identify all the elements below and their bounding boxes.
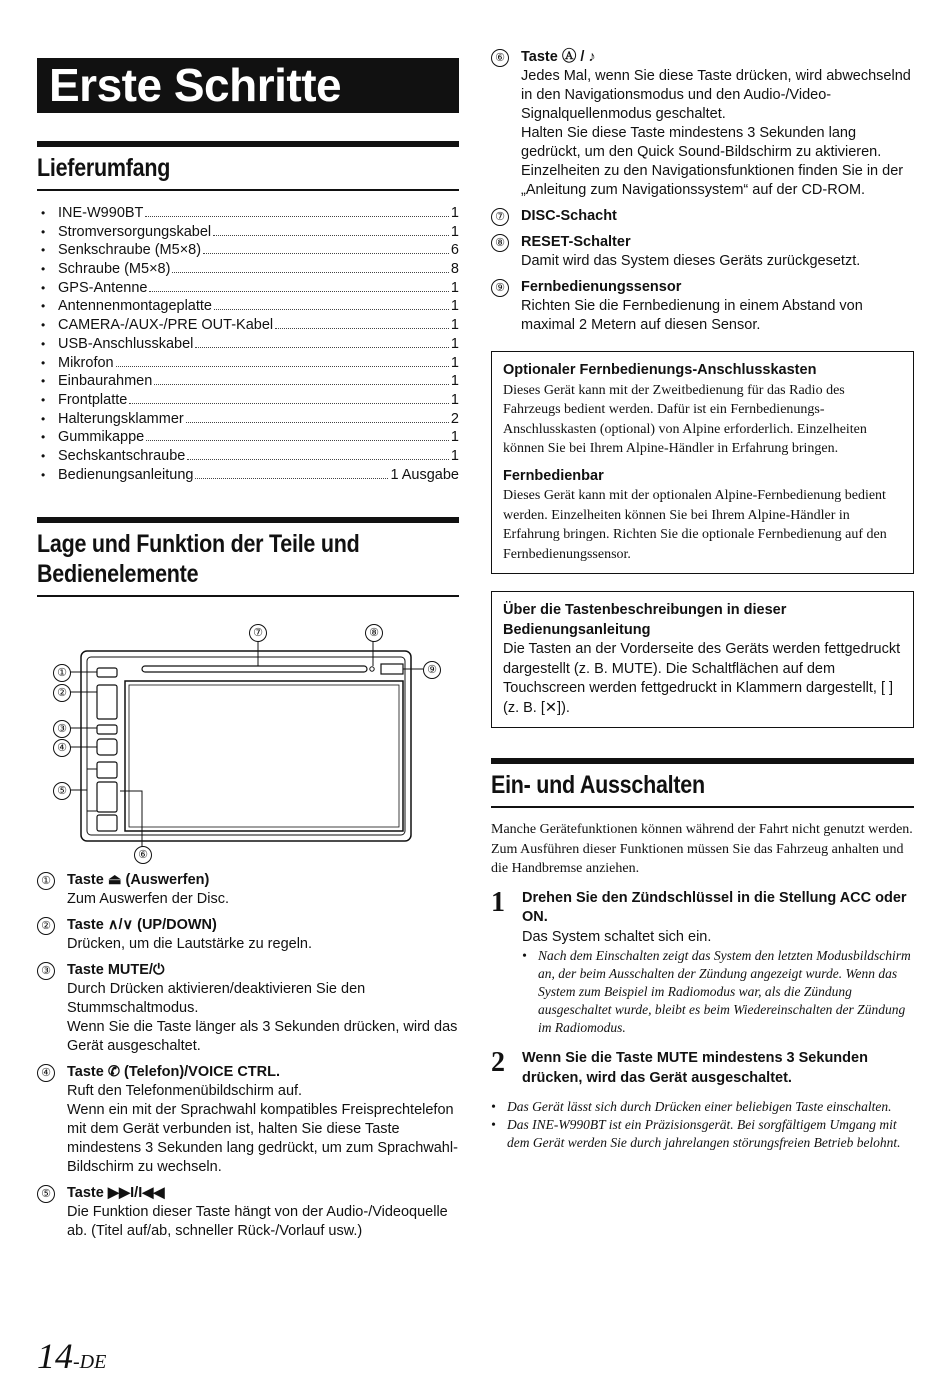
bullet: • (41, 262, 46, 277)
step-2-title: Wenn Sie die Taste MUTE mindestens 3 Sekunden drücken, wird das Gerät ausgeschaltet. (522, 1050, 868, 1086)
optional-remote-box (491, 351, 914, 574)
box-title-buttons: Über die Tastenbeschreibungen in dieser Bedienungsanleitung (503, 602, 787, 638)
contents-item (37, 317, 459, 336)
contents-item (37, 261, 459, 280)
contents-item-qty: 1 (450, 373, 459, 390)
step-2 (491, 1049, 914, 1088)
diagram-label-7: ⑦ (249, 624, 267, 642)
contents-item-name: GPS-Antenne (58, 279, 148, 296)
box-text-remote-adapter: Dieses Gerät kann mit der Zweitbedienung für das Radio des Fahrzeugs bedient werden. Dafür ist ein Fernbedienungs-Anschlusskasten (optional) von Alpine erforderlich. Einzelheiten können Sie bei Ihrem Alpine-Händler in Erfahrung bringen. (503, 382, 867, 456)
parts-list-left (37, 871, 459, 1241)
right-column (491, 48, 914, 1152)
bullet: • (41, 299, 46, 314)
contents-item (37, 373, 459, 392)
bullet: • (41, 430, 46, 445)
contents-item-name: USB-Anschlusskabel (58, 335, 194, 352)
contents-item (37, 411, 459, 430)
contents-item (37, 242, 459, 261)
dot-leader (275, 328, 449, 329)
dot-leader (186, 422, 449, 423)
step-1-note: • Nach dem Einschalten zeigt das System den letzten Modusbildschirm an, der beim Ausschalten der Zündung angezeigt wurde. Wenn das System zum Beispiel im Radiomodus war, als die Zündung ausgeschaltet wurde, bleibt es beim Wiedereinschalten der Zündung im Radiomodus. (522, 948, 911, 1035)
part-title: Taste ▶▶I/I◀◀ (67, 1185, 165, 1202)
bullet: • (41, 467, 46, 482)
part-description: Wenn ein mit der Sprachwahl kompatibles Freisprechtelefon mit dem Gerät verbunden ist, halten Sie diese Taste mindestens 3 Sekunden lang gedrückt, um zum Sprachwahl-Bildschirm zu wechseln. (67, 1102, 458, 1176)
dot-leader (116, 366, 449, 367)
contents-list (37, 205, 459, 485)
bullet: • (41, 392, 46, 407)
part-description: Jedes Mal, wenn Sie diese Taste drücken, wird abwechselnd in den Navigationsmodus und den Audio-/Video-Signalquellenmodus geschaltet. (521, 68, 911, 122)
section-heading-contents: Lieferumfang (37, 141, 459, 191)
dot-leader (195, 478, 388, 479)
part-item (37, 871, 459, 909)
page-number: 14-DE (37, 1336, 107, 1376)
box-text-remote: Dieses Gerät kann mit der optionalen Alpine-Fernbedienung bedient werden. Einzelheiten können Sie bei Ihrem Alpine-Händler in Erfahrung bringen. Richten Sie die optionale Fernbedienung auf den Fernbedienungssensor. (503, 488, 887, 562)
contents-item-qty: 6 (450, 242, 459, 259)
part-title: Taste ⏏ (Auswerfen) (67, 872, 210, 889)
part-description: Durch Drücken aktivieren/deaktivieren Sie den Stummschaltmodus. (67, 981, 366, 1017)
box-title-remote: Fernbedienbar (503, 467, 604, 484)
contents-item-name: Einbaurahmen (58, 373, 153, 390)
part-description: Zum Auswerfen der Disc. (67, 891, 229, 908)
contents-item-qty: 1 (450, 429, 459, 446)
diagram-label-6: ⑥ (134, 846, 152, 864)
part-number: ⑦ (491, 208, 509, 226)
box-text-buttons: Die Tasten an der Vorderseite des Geräts werden fettgedruckt dargestellt (z. B. MUTE). Die Schaltflächen auf dem Touchscreen werden fettgedruckt in Klammern dargestellt, [ ] (z. B. [✕]). (503, 641, 901, 716)
contents-item (37, 467, 459, 486)
part-description: Die Funktion dieser Taste hängt von der Audio-/Videoquelle ab. (Titel auf/ab, schneller Rück-/Vorlauf usw.) (67, 1204, 448, 1240)
part-title: Taste Ⓐ / ♪ (521, 49, 596, 65)
contents-item-qty: 1 (450, 279, 459, 296)
contents-item-qty: 1 (450, 205, 459, 221)
contents-item-name: Gummikappe (58, 429, 145, 446)
note-item: • Das INE-W990BT ist ein Präzisionsgerät. Bei sorgfältigem Umgang mit dem Gerät werden Sie durch jahrelangen störungsfreien Betrieb belohnt. (491, 1116, 914, 1152)
diagram-label-9: ⑨ (423, 661, 441, 679)
part-item (37, 916, 459, 954)
dot-leader (195, 347, 449, 348)
part-item (37, 1184, 459, 1241)
contents-item-qty: 1 (450, 391, 459, 408)
part-number: ⑨ (491, 279, 509, 297)
bullet: • (41, 280, 46, 295)
dot-leader (172, 272, 448, 273)
part-item (491, 207, 914, 226)
part-item (37, 961, 459, 1056)
power-intro: Manche Gerätefunktionen können während der Fahrt nicht genutzt werden. Zum Ausführen dieser Funktionen müssen Sie das Fahrzeug anhalten und die Handbremse anziehen. (491, 822, 913, 876)
diagram-label-3: ③ (53, 720, 71, 738)
contents-item (37, 280, 459, 299)
diagram-label-2: ② (53, 684, 71, 702)
power-notes (491, 1098, 914, 1152)
diagram-label-4: ④ (53, 739, 71, 757)
bullet: • (41, 411, 46, 426)
page-title: Erste Schritte (37, 58, 459, 113)
dot-leader (203, 253, 449, 254)
part-number: ⑤ (37, 1185, 55, 1203)
contents-item (37, 429, 459, 448)
button-description-box (491, 591, 914, 728)
bullet: • (41, 224, 46, 239)
part-description: Halten Sie diese Taste mindestens 3 Sekunden lang gedrückt, um den Quick Sound-Bildschirm zu aktivieren. Einzelheiten zu den Navigationsfunktionen finden Sie in der „Anleitung zum Navigationssystem“ auf der CD-ROM. (521, 125, 904, 198)
contents-item (37, 392, 459, 411)
dot-leader (145, 216, 449, 217)
box-title-remote-adapter: Optionaler Fernbedienungs-Anschlusskasten (503, 362, 817, 378)
contents-item-name: Mikrofon (58, 354, 114, 371)
part-description: Wenn Sie die Taste länger als 3 Sekunden drücken, wird das Gerät ausgeschaltet. (67, 1019, 458, 1055)
contents-item-qty: 1 (450, 223, 459, 240)
contents-item-name: Senkschraube (M5×8) (58, 242, 202, 259)
contents-item-name: Sechskantschraube (58, 447, 186, 464)
part-item (491, 278, 914, 335)
diagram-label-8: ⑧ (365, 624, 383, 642)
dot-leader (214, 309, 449, 310)
contents-item-name: Stromversorgungskabel (58, 223, 212, 240)
contents-item-name: Antennenmontageplatte (58, 298, 212, 315)
contents-item-name: Frontplatte (58, 391, 128, 408)
bullet: • (41, 355, 46, 370)
contents-item-qty: 1 (450, 447, 459, 464)
note-item: • Das Gerät lässt sich durch Drücken einer beliebigen Taste einschalten. (491, 1099, 892, 1114)
note-text: Das Gerät lässt sich durch Drücken einer beliebigen Taste einschalten. (507, 1099, 892, 1114)
part-description: Damit wird das System dieses Geräts zurückgesetzt. (521, 253, 861, 269)
contents-item-qty: 8 (450, 261, 459, 278)
left-column (37, 58, 459, 1248)
contents-item (37, 298, 459, 317)
part-number: ⑧ (491, 234, 509, 252)
contents-item (37, 448, 459, 467)
section-heading-power: Ein- und Ausschalten (491, 758, 914, 808)
contents-item-qty: 1 (450, 335, 459, 352)
dot-leader (146, 440, 449, 441)
section-heading-parts: Lage und Funktion der Teile und Bedienelemente (37, 517, 459, 597)
bullet: • (41, 374, 46, 389)
step-1-text: Das System schaltet sich ein. (522, 928, 712, 945)
part-number: ① (37, 872, 55, 890)
contents-item-qty: 2 (450, 410, 459, 427)
contents-item (37, 355, 459, 374)
dot-leader (149, 291, 448, 292)
bullet: • (41, 448, 46, 463)
bullet: • (41, 318, 46, 333)
part-description: Ruft den Telefonmenübildschirm auf. (67, 1083, 303, 1100)
bullet: • (41, 243, 46, 258)
contents-item (37, 224, 459, 243)
contents-item-qty: 1 (450, 317, 459, 334)
part-title: Taste MUTE/⏻ (67, 962, 165, 979)
part-title: Taste ∧/∨ (UP/DOWN) (67, 917, 217, 934)
contents-item (37, 336, 459, 355)
contents-item-name: Halterungsklammer (58, 410, 184, 427)
dot-leader (213, 235, 449, 236)
parts-list-right (491, 48, 914, 335)
bullet: • (41, 336, 46, 351)
part-description: Richten Sie die Fernbedienung in einem Abstand von maximal 2 Metern auf diesen Sensor. (521, 298, 863, 333)
diagram-label-1: ① (53, 664, 71, 682)
part-number: ⑥ (491, 49, 509, 67)
part-number: ④ (37, 1064, 55, 1082)
contents-item-name: Schraube (M5×8) (58, 261, 171, 278)
part-title: Taste ✆ (Telefon)/VOICE CTRL. (67, 1064, 281, 1081)
contents-item-qty: 1 (450, 298, 459, 315)
contents-item-name: INE-W990BT (58, 205, 144, 221)
part-item (491, 48, 914, 200)
device-drawing (37, 619, 459, 859)
step-1 (491, 886, 914, 1038)
part-number: ③ (37, 962, 55, 980)
note-text: Das INE-W990BT ist ein Präzisionsgerät. Bei sorgfältigem Umgang mit dem Gerät werden Sie durch jahrelangen störungsfreien Betrieb belohnt. (507, 1117, 901, 1150)
part-number: ② (37, 917, 55, 935)
step-1-title: Drehen Sie den Zündschlüssel in die Stellung ACC oder ON. (522, 889, 907, 925)
dot-leader (129, 403, 449, 404)
device-diagram (37, 619, 459, 862)
dot-leader (154, 384, 449, 385)
part-title: DISC-Schacht (521, 208, 617, 224)
part-title: RESET-Schalter (521, 234, 631, 250)
diagram-label-5: ⑤ (53, 782, 71, 800)
contents-item (37, 205, 459, 224)
contents-item-name: Bedienungsanleitung (58, 466, 194, 483)
dot-leader (187, 459, 449, 460)
step-1-number: 1 (491, 886, 505, 918)
part-item (37, 1063, 459, 1177)
contents-item-name: CAMERA-/AUX-/PRE OUT-Kabel (58, 317, 274, 334)
part-description: Drücken, um die Lautstärke zu regeln. (67, 936, 313, 953)
contents-item-qty: 1 (450, 354, 459, 371)
part-item (491, 233, 914, 271)
part-title: Fernbedienungssensor (521, 279, 682, 295)
step-2-number: 2 (491, 1047, 505, 1078)
bullet: • (41, 206, 46, 220)
contents-item-qty: 1 Ausgabe (390, 466, 459, 483)
